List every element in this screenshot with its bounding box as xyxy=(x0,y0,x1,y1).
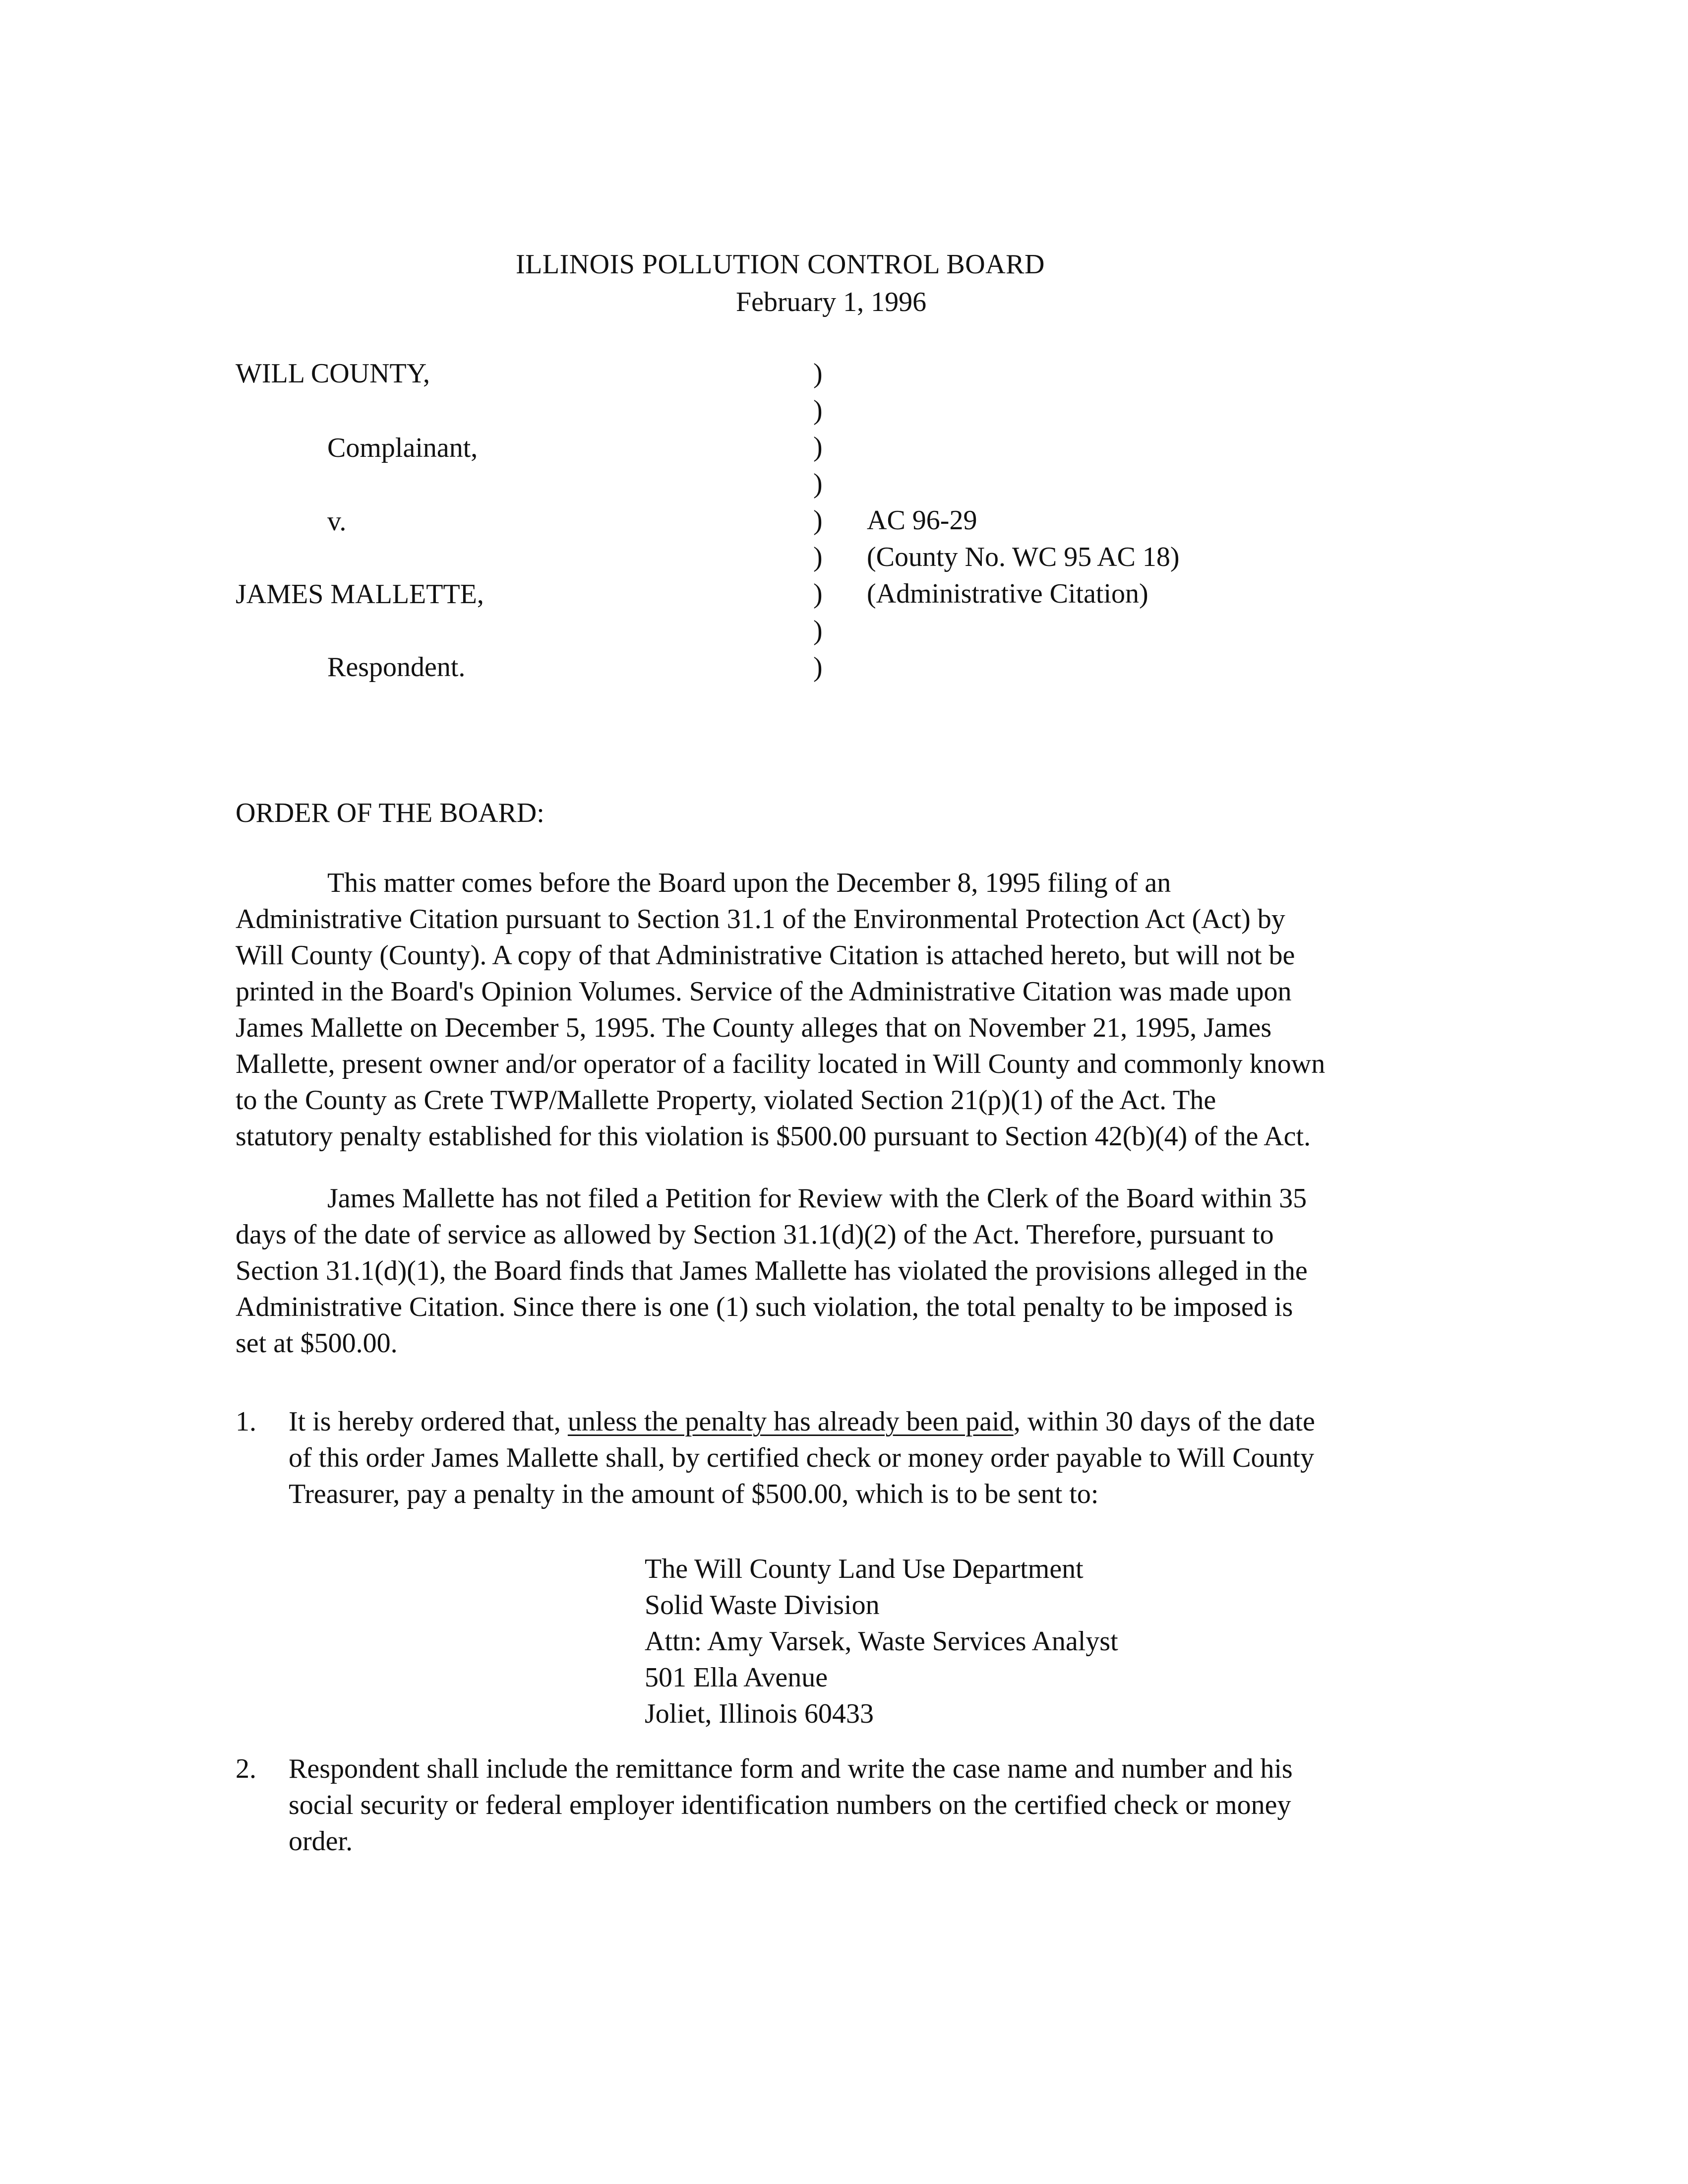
paragraph-findings xyxy=(236,1181,1455,1362)
item-1-number: 1. xyxy=(236,1406,256,1437)
order-heading: ORDER OF THE BOARD: xyxy=(236,798,544,828)
paragraph-line: printed in the Board's Opinion Volumes. Service of the Administrative Citation was made upon xyxy=(236,976,1292,1007)
caption-paren: ) xyxy=(813,505,823,536)
case-type: (Administrative Citation) xyxy=(867,578,1148,609)
respondent-role: Respondent. xyxy=(327,652,466,683)
caption-paren: ) xyxy=(813,578,823,609)
complainant-name: WILL COUNTY, xyxy=(236,358,430,389)
versus-label: v. xyxy=(327,506,347,537)
item-1-text: It is hereby ordered that, xyxy=(289,1406,568,1437)
paragraph-line: Will County (County). A copy of that Administrative Citation is attached hereto, but will not be xyxy=(236,940,1295,971)
paragraph-line: Administrative Citation. Since there is one (1) such violation, the total penalty to be imposed is xyxy=(236,1292,1293,1322)
item-1-underlined-text: unless the penalty has already been paid xyxy=(567,1406,1014,1437)
item-2-line: social security or federal employer identification numbers on the certified check or money xyxy=(289,1790,1291,1820)
item-2-number: 2. xyxy=(236,1753,256,1784)
item-2-line: Respondent shall include the remittance form and write the case name and number and his xyxy=(289,1753,1293,1784)
paragraph-line: Mallette, present owner and/or operator of a facility located in Will County and commonly known xyxy=(236,1049,1326,1079)
address-line: Joliet, Illinois 60433 xyxy=(645,1698,874,1729)
item-1-body xyxy=(289,1404,1459,1512)
county-number: (County No. WC 95 AC 18) xyxy=(867,542,1180,572)
paragraph-line: James Mallette has not filed a Petition for Review with the Clerk of the Board within 35 xyxy=(327,1183,1307,1214)
address-line: Solid Waste Division xyxy=(645,1590,880,1621)
item-2-line: order. xyxy=(289,1826,353,1857)
item-1-line xyxy=(289,1404,1459,1440)
address-line: The Will County Land Use Department xyxy=(645,1554,1084,1584)
case-number: AC 96-29 xyxy=(867,505,977,536)
address-line: Attn: Amy Varsek, Waste Services Analyst xyxy=(645,1626,1118,1657)
paragraph-filing xyxy=(236,865,1455,1155)
item-1-text: , within 30 days of the date xyxy=(1013,1406,1315,1437)
item-2-body xyxy=(289,1751,1459,1860)
complainant-role: Complainant, xyxy=(327,433,478,463)
respondent-name: JAMES MALLETTE, xyxy=(236,579,484,610)
paragraph-line: set at $500.00. xyxy=(236,1328,398,1359)
paragraph-line: days of the date of service as allowed by Section 31.1(d)(2) of the Act. Therefore, pursuant to xyxy=(236,1219,1274,1250)
caption-paren: ) xyxy=(813,432,823,462)
paragraph-line: Administrative Citation pursuant to Section 31.1 of the Environmental Protection Act (Act) by xyxy=(236,904,1285,935)
caption-paren: ) xyxy=(813,615,823,646)
board-title: ILLINOIS POLLUTION CONTROL BOARD xyxy=(516,249,1045,280)
caption-paren: ) xyxy=(813,468,823,499)
caption-paren: ) xyxy=(813,542,823,572)
address-line: 501 Ella Avenue xyxy=(645,1662,828,1693)
paragraph-line: Section 31.1(d)(1), the Board finds that James Mallette has violated the provisions alleged in the xyxy=(236,1255,1308,1286)
caption-paren: ) xyxy=(813,395,823,426)
payment-address xyxy=(645,1551,1118,1732)
item-1-line: of this order James Mallette shall, by certified check or money order payable to Will County xyxy=(289,1442,1315,1473)
caption-paren: ) xyxy=(813,358,823,389)
caption-paren: ) xyxy=(813,652,823,683)
paragraph-line: This matter comes before the Board upon the December 8, 1995 filing of an xyxy=(327,868,1171,898)
order-date: February 1, 1996 xyxy=(736,287,927,317)
paragraph-line: statutory penalty established for this violation is $500.00 pursuant to Section 42(b)(4) of the Act. xyxy=(236,1121,1311,1152)
paragraph-line: James Mallette on December 5, 1995. The County alleges that on November 21, 1995, James xyxy=(236,1012,1272,1043)
paragraph-line: to the County as Crete TWP/Mallette Property, violated Section 21(p)(1) of the Act. The xyxy=(236,1085,1216,1116)
item-1-line: Treasurer, pay a penalty in the amount of $500.00, which is to be sent to: xyxy=(289,1479,1099,1509)
